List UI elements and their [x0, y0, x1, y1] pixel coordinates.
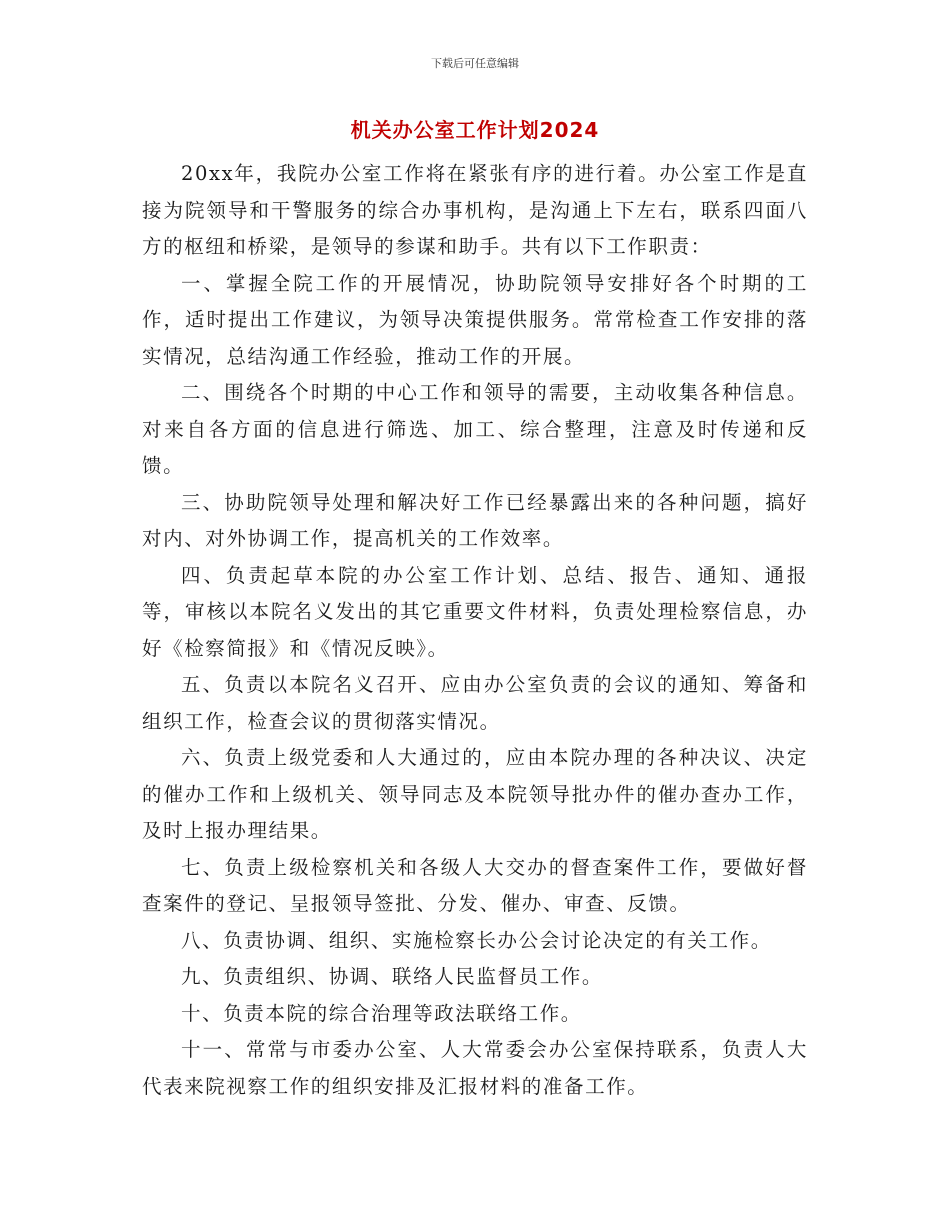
header-note: 下载后可任意编辑: [431, 57, 519, 70]
paragraph-item-5: 五、负责以本院名义召开、应由办公室负责的会议的通知、筹备和组织工作，检查会议的贯彻落实情况。: [142, 673, 808, 733]
paragraph-item-11: 十一、常常与市委办公室、人大常委会办公室保持联系，负责人大代表来院视察工作的组织安排及汇报材料的准备工作。: [142, 1038, 808, 1098]
paragraph-item-7: 七、负责上级检察机关和各级人大交办的督查案件工作，要做好督查案件的登记、呈报领导签批、分发、催办、审查、反馈。: [142, 855, 808, 915]
paragraph-item-8: 八、负责协调、组织、实施检察长办公会讨论决定的有关工作。: [181, 928, 772, 952]
paragraph-item-4: 四、负责起草本院的办公室工作计划、总结、报告、通知、通报等，审核以本院名义发出的其它重要文件材料，负责处理检察信息，办好《检察简报》和《情况反映》。: [142, 563, 808, 660]
paragraph-item-2: 二、围绕各个时期的中心工作和领导的需要，主动收集各种信息。对来自各方面的信息进行筛选、加工、综合整理，注意及时传递和反馈。: [142, 381, 808, 477]
paragraph-item-9: 九、负责组织、协调、联络人民监督员工作。: [181, 965, 604, 988]
paragraph-item-1: 一、掌握全院工作的开展情况，协助院领导安排好各个时期的工作，适时提出工作建议，为领导决策提供服务。常常检查工作安排的落实情况，总结沟通工作经验，推动工作的开展。: [142, 271, 808, 368]
paragraph-item-6: 六、负责上级党委和人大通过的，应由本院办理的各种决议、决定的催办工作和上级机关、领导同志及本院领导批办件的催办查办工作，及时上报办理结果。: [142, 746, 808, 842]
paragraph-item-3: 三、协助院领导处理和解决好工作已经暴露出来的各种问题，搞好对内、对外协调工作，提高机关的工作效率。: [142, 490, 808, 550]
paragraph-item-10: 十、负责本院的综合治理等政法联络工作。: [181, 1001, 582, 1025]
document-body: [142, 156, 808, 1105]
document-title: 机关办公室工作计划2024: [350, 118, 600, 142]
paragraph-intro: 20xx年，我院办公室工作将在紧张有序的进行着。办公室工作是直接为院领导和干警服务的综合办事机构，是沟通上下左右，联系四面八方的枢纽和桥梁，是领导的参谋和助手。共有以下工作职责：: [142, 162, 808, 258]
